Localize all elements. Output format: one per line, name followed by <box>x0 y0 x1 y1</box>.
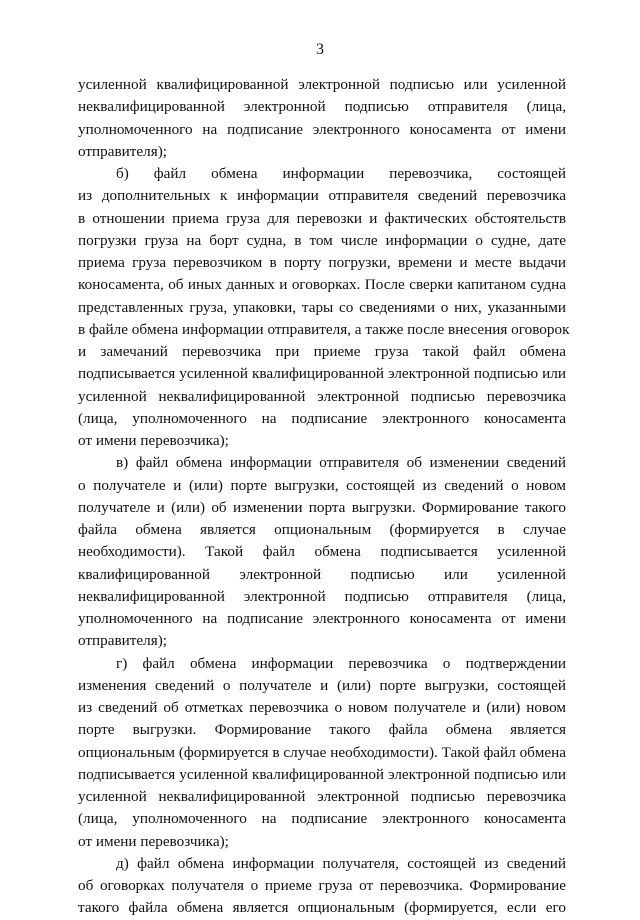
text-line: погрузки груза на борт судна, в том числе информации о судне, дате <box>78 231 566 249</box>
text-line: неквалифицированной электронной подписью отправителя (лица, <box>78 98 566 116</box>
text-line: изменения сведений о получателе и (или) порте выгрузки, состоящей <box>78 676 566 694</box>
text-line: необходимости). Такой файл обмена подписывается усиленной <box>78 543 566 561</box>
text-line: (лица, уполномоченного на подписание электронного коносамента <box>78 409 566 427</box>
text-line: в) файл обмена информации отправителя об изменении сведений <box>116 454 566 472</box>
text-line: от имени перевозчика); <box>78 432 229 449</box>
text-line: отправителя); <box>78 632 168 650</box>
text-line: уполномоченного на подписание электронного коносамента от имени <box>78 120 566 138</box>
text-line: об оговорках получателя о приеме груза от перевозчика. Формирование <box>78 877 566 894</box>
text-line: г) файл обмена информации перевозчика о подтверждении <box>116 654 566 672</box>
text-line: коносамента, об иных данных и оговорках. После сверки капитаном судна <box>78 276 566 294</box>
text-line: подписывается усиленной квалифицированной электронной подписью или <box>78 765 566 783</box>
text-line: такого файла обмена является опциональным (формируется, если его <box>78 899 566 917</box>
text-line: от имени перевозчика); <box>78 832 229 850</box>
text-line: б) файл обмена информации перевозчика, состоящей <box>116 165 566 182</box>
text-line: усиленной неквалифицированной электронной подписью перевозчика <box>78 788 566 805</box>
text-line: д) файл обмена информации получателя, состоящей из сведений <box>116 854 566 872</box>
text-line: приема груза перевозчиком в порту погрузки, времени и месте выдачи <box>78 254 566 271</box>
text-line: опциональным (формируется в случае необходимости). Такой файл обмена <box>78 743 566 761</box>
body-text <box>78 74 570 920</box>
text-line: получателе и (или) об изменении порта выгрузки. Формирование такого <box>78 498 566 516</box>
text-line: и замечаний перевозчика при приеме груза такой файл обмена <box>78 343 566 360</box>
text-line: порте выгрузки. Формирование такого файла обмена является <box>78 721 566 739</box>
text-line: представленных груза, упаковки, тары со сведениями о них, указанными <box>78 298 566 316</box>
text-line: подписывается усиленной квалифицированной электронной подписью или <box>78 365 566 383</box>
page-number: 3 <box>316 41 324 58</box>
text-line: в файле обмена информации отправителя, а также после внесения оговорок <box>78 320 570 338</box>
text-line: в отношении приема груза для перевозки и фактических обстоятельств <box>78 209 566 227</box>
text-line: уполномоченного на подписание электронного коносамента от имени <box>78 610 566 627</box>
text-line: из дополнительных к информации отправителя сведений перевозчика <box>78 187 566 205</box>
text-line: о получателе и (или) порте выгрузки, состоящей из сведений о новом <box>78 476 566 494</box>
text-line: файла обмена является опциональным (формируется в случае <box>78 521 566 538</box>
text-line: (лица, уполномоченного на подписание электронного коносамента <box>78 810 566 828</box>
text-line: отправителя); <box>78 142 168 160</box>
text-line: из сведений об отметках перевозчика о новом получателе и (или) новом <box>78 699 566 716</box>
text-line: усиленной неквалифицированной электронной подписью перевозчика <box>78 387 566 405</box>
text-line: квалифицированной электронной подписью или усиленной <box>78 565 566 583</box>
text-line: неквалифицированной электронной подписью отправителя (лица, <box>78 587 566 605</box>
text-line: усиленной квалифицированной электронной подписью или усиленной <box>78 76 566 93</box>
